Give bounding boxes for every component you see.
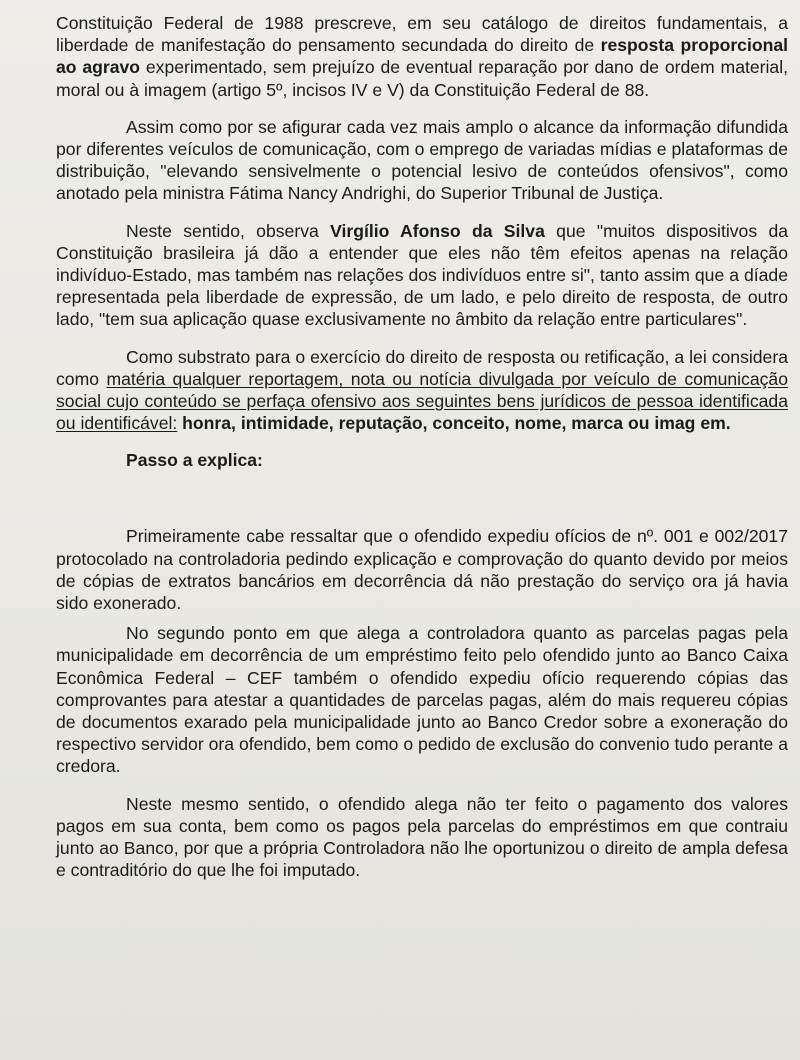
paragraph-second-point: No segundo ponto em que alega a controladora quanto as parcelas pagas pela municipalidade em decorrência de um empréstimo feito pelo ofendido junto ao Banco Caixa Econômica Federal – CEF também o ofendido expediu ofício requerendo cópias das comprovantes para atestar a quantidades de parcelas pagas, além do mais requereu cópias de documentos exarado pela municipalidade junto ao Banco Credor sobre a exoneração do respectivo servidor ora ofendido, bem como o pedido de exclusão do convenio tudo perante a credora. (56, 623, 788, 777)
paragraph-text: Constituição Federal de 1988 prescreve, em seu catálogo de direitos fundamentais, a liberdade de manifestação do pensamento secundada do direito de (56, 13, 788, 56)
paragraph-reach: Assim como por se afigurar cada vez mais amplo o alcance da informação difundida por diferentes veículos de comunicação, com o emprego de variadas mídias e plataformas de distribuição, "elevando sensivelmente o potencial lesivo de conteúdos ofensivos", como anotado pela ministra Fátima Nancy Andrighi, do Superior Tribunal de Justiça. (56, 116, 788, 204)
paragraph-text: Como substrato para o exercício do direito de resposta ou retificação, a lei considera como (56, 346, 788, 389)
paragraph-text: que "muitos dispositivos da Constituição brasileira já dão a entender que eles não têm efeitos apenas na relação indivíduo-Estado, mas também nas relações dos indivíduos entre si", tanto assim que a díade representada pela liberdade de expressão, de um lado, e pelo direito de resposta, de outro lado, "tem sua aplicação quase exclusivamente no âmbito da relação entre particulares". (56, 220, 789, 330)
paragraph-first-point: Primeiramente cabe ressaltar que o ofendido expediu ofícios de nº. 001 e 002/2017 protocolado na controladoria pedindo explicação e comprovação do quanto devido por meios de cópias de extratos bancários em decorrência dá não prestação do serviço ora já havia sido exonerado. (56, 526, 788, 614)
paragraph-text: experimentado, sem prejuízo de eventual reparação por dano de ordem material, moral ou à imagem (artigo 5º, incisos IV e V) da Constituição Federal de 88. (56, 57, 788, 100)
spacer (56, 471, 788, 525)
paragraph-text: Neste sentido, observa (126, 220, 331, 241)
paragraph-same-sense: Neste mesmo sentido, o ofendido alega não ter feito o pagamento dos valores pagos em sua conta, bem como os pagos pela parcelas do empréstimos em que contraiu junto ao Banco, por que a própria Controladora não lhe oportunizou o direito de ampla defesa e contraditório do que lhe foi imputado. (56, 793, 788, 881)
paragraph-substrate (56, 346, 788, 435)
bold-phrase: resposta proporcional ao agravo (56, 35, 788, 78)
bold-phrase: honra, intimidade, reputação, conceito, nome, marca ou imag em. (177, 413, 731, 434)
author-name: Virgílio Afonso da Silva (330, 220, 545, 241)
paragraph-constitution (56, 12, 788, 101)
paragraph-virgilio (56, 220, 788, 331)
underlined-phrase: matéria qualquer reportagem, nota ou notícia divulgada por veículo de comunicação social cujo conteúdo se perfaça ofensivo aos seguintes bens jurídicos de pessoa identificada ou identificável: (56, 368, 788, 434)
section-heading: Passo a explica: (126, 450, 263, 471)
